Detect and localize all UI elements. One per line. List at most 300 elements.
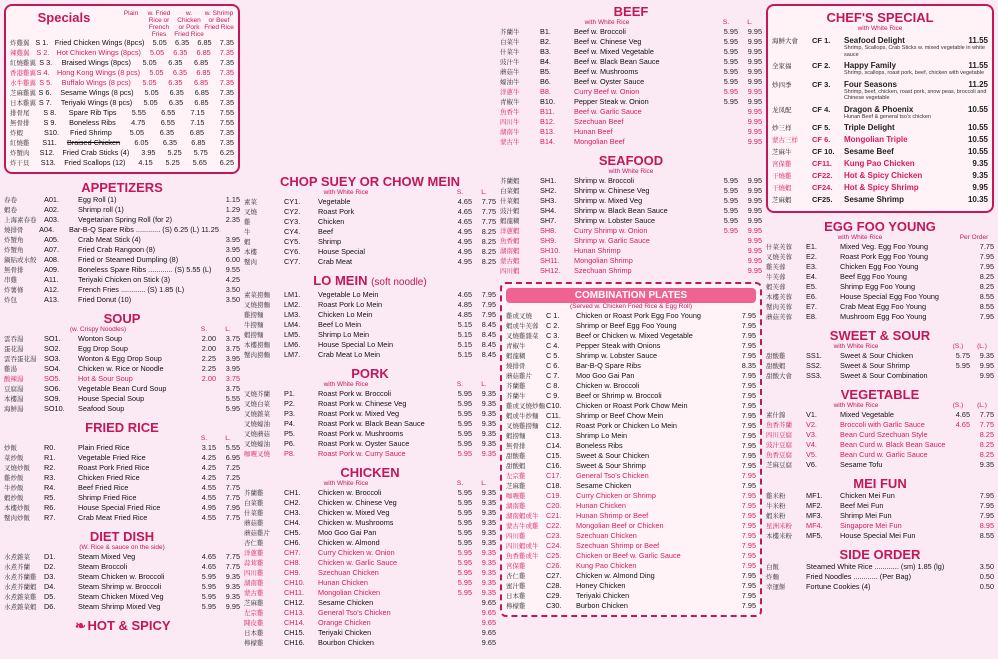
item-price: 5.95	[457, 409, 472, 418]
item-name: Pepper Steak w. Onion	[574, 97, 649, 106]
menu-item-row	[500, 186, 762, 196]
item-price: 4.65	[955, 420, 970, 429]
item-price: 8.25	[481, 237, 496, 246]
sweet-sour-list	[766, 351, 994, 381]
chinese-name: 芥蘭牛	[500, 28, 520, 36]
chef-special-item	[772, 105, 988, 121]
menu-column-2	[244, 4, 496, 648]
chef-special-item	[772, 147, 988, 156]
item-code: A07.	[44, 245, 60, 254]
item-price: 7.75	[225, 493, 240, 502]
item-code: LM7.	[284, 350, 301, 359]
menu-item-row	[766, 361, 994, 371]
chinese-name: 牛芙蓉	[766, 273, 786, 281]
item-name: Roast Pork Fried Rice	[78, 463, 150, 472]
item-code: MF5.	[806, 531, 823, 540]
chef-special-title-line	[844, 61, 988, 70]
item-price: 7.75	[979, 410, 994, 419]
chinese-name: 香港雞翼	[10, 69, 36, 77]
item-price: 4.95	[201, 503, 216, 512]
menu-item-row	[506, 451, 756, 461]
item-name: Roast Pork Egg Foo Young	[840, 252, 929, 261]
item-name: Fried Donut (10)	[78, 295, 132, 304]
item-price: 6.25	[219, 148, 235, 157]
item-price: 8.95	[979, 521, 994, 530]
item-price: 3.75	[225, 374, 240, 383]
item-price: 5.95	[723, 37, 738, 46]
menu-item-row	[244, 528, 496, 538]
soup-col-s: S.	[200, 326, 208, 333]
item-price: 7.95	[979, 511, 994, 520]
menu-item-row	[506, 501, 756, 511]
item-code: C 5.	[546, 351, 560, 360]
mei-fun-list	[766, 491, 994, 541]
chinese-name: 叉燒白菜	[244, 400, 270, 408]
item-code: B1.	[540, 27, 551, 36]
menu-item-row	[506, 421, 756, 431]
chinese-name: 水煮雜菜	[4, 553, 30, 561]
chop-suey-title: CHOP SUEY OR CHOW MEIN	[279, 174, 461, 189]
item-code: CH8.	[284, 558, 301, 567]
chinese-name: 蝦龍糊	[506, 352, 526, 360]
item-price: 5.95	[457, 498, 472, 507]
item-code: C13.	[546, 431, 562, 440]
chinese-name: 辣雞翼	[10, 49, 30, 57]
menu-item-row	[766, 450, 994, 460]
soup-title: SOUP	[103, 311, 141, 326]
item-price: 5.95	[457, 419, 472, 428]
item-price: 9.95	[747, 137, 762, 146]
menu-item-row	[500, 57, 762, 67]
chinese-name: 魚香芥蘭	[766, 421, 792, 429]
item-code: S 6.	[38, 88, 52, 97]
item-price: 9.35	[481, 449, 496, 458]
diet-dish-title: DIET DISH	[89, 529, 155, 544]
item-code: CH2.	[284, 498, 301, 507]
chinese-name: 本樓炒飯	[4, 504, 30, 512]
item-price: 5.95	[723, 216, 738, 225]
item-code: P5.	[284, 429, 295, 438]
menu-item-row	[500, 176, 762, 186]
item-name: Curry Beef w. Onion	[574, 87, 640, 96]
chinese-name: 水煮雜菜蝦	[4, 603, 37, 611]
item-price: 7.75	[225, 562, 240, 571]
item-price: 8.45	[481, 320, 496, 329]
hot-spicy-title	[4, 618, 240, 633]
chinese-name: 豉汁牛	[500, 58, 520, 66]
item-code: S 9.	[43, 118, 57, 127]
item-code: CF 4.	[812, 104, 831, 114]
chinese-name: 白飯	[766, 563, 779, 571]
item-name: Bean Curd w. Black Bean Sauce	[840, 440, 946, 449]
item-name: Chicken or Roast Pork Chow Mein	[576, 401, 688, 410]
item-name: Hot & Spicy Shrimp	[844, 183, 919, 192]
chicken-list	[244, 488, 496, 648]
item-name: Sweet & Sour Chicken	[840, 351, 914, 360]
chinese-name: 蟹肉炒飯	[4, 514, 30, 522]
item-price: 6.85	[189, 128, 204, 137]
item-price: 7.95	[741, 341, 756, 350]
item-price: 3.95	[141, 148, 156, 157]
menu-item-row	[10, 58, 234, 68]
chinese-name: 蜜汁雞	[506, 582, 526, 590]
item-name: Hunan Shrimp	[574, 246, 621, 255]
item-name: Beef w. Mushrooms	[574, 67, 639, 76]
menu-item-row	[506, 401, 756, 411]
chinese-name: 海鮮大會	[772, 37, 798, 45]
chinese-name: 紅燒雞翼	[10, 59, 36, 67]
side-order-list	[766, 562, 994, 592]
chinese-name: 炸包	[4, 296, 17, 304]
item-price: 5.95	[723, 97, 738, 106]
item-code: SH12.	[540, 266, 561, 275]
item-code: SS3.	[806, 371, 822, 380]
chinese-name: 牛米粉	[766, 502, 786, 510]
chinese-name: 蘑菇雞片	[244, 529, 270, 537]
item-name: House Special Lo Mein	[318, 340, 394, 349]
chinese-name: 蒜茸雞	[244, 559, 264, 567]
item-price: 9.95	[747, 27, 762, 36]
menu-item-row	[4, 513, 240, 523]
item-code: S 3.	[39, 58, 53, 67]
item-code: C15.	[546, 451, 562, 460]
item-name: Happy Family	[844, 61, 897, 70]
chinese-name: 四川雞	[506, 532, 526, 540]
item-code: C16.	[546, 461, 562, 470]
item-price: 9.65	[481, 618, 496, 627]
item-price: 9.35	[481, 548, 496, 557]
item-code: CF 3.	[812, 79, 831, 89]
item-code: CH15.	[284, 628, 305, 637]
menu-item-row	[244, 237, 496, 247]
chinese-name: 蟹肉芙蓉	[766, 303, 792, 311]
vegetable-subtitle: with White Rice	[833, 402, 879, 409]
item-name: Roast Pork Lo Mein	[318, 300, 383, 309]
menu-item-row	[244, 638, 496, 648]
item-name: Chicken w. Broccoli	[318, 488, 382, 497]
item-price: 5.95	[723, 57, 738, 66]
item-price: 5.25	[165, 158, 180, 167]
item-price: 9.95	[747, 266, 762, 275]
item-price: 9.95	[747, 226, 762, 235]
item-price: 5.95	[723, 47, 738, 56]
chinese-name: 炒三样	[772, 124, 792, 132]
item-price: 4.65	[457, 197, 472, 206]
menu-item-row	[244, 290, 496, 300]
item-name: Fried Crab Rangoon (8)	[78, 245, 156, 254]
item-price: 5.95	[723, 226, 738, 235]
chinese-name: 紅燒雞	[10, 139, 30, 147]
beef-subtitle: with White Rice	[584, 19, 630, 26]
item-name: Shrimp w. Black Bean Sauce	[574, 206, 668, 215]
item-code: S 2.	[36, 48, 50, 57]
chef-special-item	[772, 159, 988, 168]
menu-item-row	[506, 371, 756, 381]
menu-item-row	[4, 404, 240, 414]
item-code: A12.	[44, 285, 60, 294]
menu-item-row	[766, 292, 994, 302]
menu-item-row	[506, 561, 756, 571]
item-price: 5.95	[201, 572, 216, 581]
item-name: Roast Pork w. Curry Sauce	[318, 449, 406, 458]
item-price: 5.95	[723, 77, 738, 86]
item-code: C 1.	[546, 311, 560, 320]
chinese-name: 炒飯	[4, 444, 17, 452]
item-name: Shrimp w. Lobster Sauce	[576, 351, 658, 360]
item-price: 4.65	[201, 552, 216, 561]
chinese-name: 叉燒蘑菇	[244, 430, 270, 438]
chinese-name: 雞炒飯	[4, 474, 24, 482]
chinese-name: 蟹肉撈麵	[244, 351, 270, 359]
seafood-title: SEAFOOD	[598, 153, 664, 168]
menu-item-row	[10, 78, 234, 88]
item-code: CH1.	[284, 488, 301, 497]
item-price: 5.95	[723, 27, 738, 36]
item-price: 6.85	[196, 48, 211, 57]
chinese-name: 叉燒蠔油	[244, 440, 270, 448]
menu-item-row	[10, 98, 234, 108]
menu-item-row	[500, 216, 762, 226]
menu-item-row	[506, 361, 756, 371]
soup-col-l: L.	[225, 326, 231, 333]
chinese-name: 日本雞	[506, 592, 526, 600]
item-name: Crab Meat Stick (4)	[78, 235, 141, 244]
chinese-name: 無骨排	[506, 442, 526, 450]
item-name: Beef w. Oyster Sauce	[574, 77, 645, 86]
menu-item-row	[244, 330, 496, 340]
item-name: Fried Shrimp	[70, 128, 112, 137]
item-code: S 4.	[36, 68, 50, 77]
item-code: CF 2.	[812, 61, 831, 70]
item-code: D2.	[44, 562, 56, 571]
item-price: 5.95	[457, 488, 472, 497]
chef-special-body	[844, 61, 988, 77]
item-price	[448, 598, 472, 608]
chef-special-title-line	[844, 135, 988, 144]
chinese-name: 芥蘭蝦	[500, 177, 520, 185]
item-name: Vegetable Fried Rice	[78, 453, 146, 462]
item-price: 8.25	[979, 272, 994, 281]
chef-special-item	[772, 171, 988, 180]
item-name: Beef w. Broccoli	[574, 27, 626, 36]
item-code: C17.	[546, 471, 562, 480]
menu-item-row	[500, 226, 762, 236]
item-code: B6.	[540, 77, 551, 86]
item-name: Shrimp w. Garlic Sauce	[574, 236, 650, 245]
item-name: Roast Pork	[318, 207, 355, 216]
item-name: Bar-B-Q Spare Ribs	[576, 361, 641, 370]
item-price: 4.65	[457, 290, 472, 299]
chinese-name: 蒙古雞	[244, 589, 264, 597]
item-code: A09.	[44, 265, 60, 274]
combination-plates-title: COMBINATION PLATES	[506, 288, 756, 303]
chinese-name: 什菜雞	[244, 509, 264, 517]
item-name: Shrimp w. Lobster Sauce	[574, 216, 656, 225]
menu-item-row	[4, 364, 240, 374]
item-code: B10.	[540, 97, 556, 106]
item-price: 7.95	[741, 601, 756, 610]
item-name: Plain Fried Rice	[78, 443, 130, 452]
item-code: CF 6.	[812, 135, 831, 144]
menu-column-3	[500, 4, 762, 617]
chinese-name: 水煮芥蘭雞	[4, 573, 37, 581]
item-price: 7.95	[741, 551, 756, 560]
item-price: 11.55	[968, 61, 988, 70]
specials-list	[10, 38, 234, 168]
item-price: 0.50	[979, 582, 994, 591]
chinese-name: 雞芙蓉	[766, 263, 786, 271]
chinese-name: 蘑菇雞片	[506, 372, 532, 380]
item-price: 9.95	[747, 127, 762, 136]
chinese-name: 杏仁雞	[244, 539, 264, 547]
menu-item-row	[500, 77, 762, 87]
soup-subtitle: (w. Crispy Noodles)	[69, 326, 127, 333]
item-price: 8.45	[481, 350, 496, 359]
chinese-name: 雞湯	[4, 365, 17, 373]
item-price: 1.15	[225, 195, 240, 204]
chinese-name: 叉燒蠔油	[244, 420, 270, 428]
menu-item-row	[4, 285, 240, 295]
item-code: CY4.	[284, 227, 301, 236]
item-code: S13.	[40, 158, 56, 167]
item-code: B5.	[540, 67, 551, 76]
item-name: Honey Chicken	[576, 581, 626, 590]
item-code: SH10.	[540, 246, 561, 255]
menu-item-row	[10, 88, 234, 98]
menu-item-row	[4, 473, 240, 483]
item-name: Curry Shrimp w. Onion	[574, 226, 648, 235]
chinese-name: 全家福	[772, 62, 792, 70]
chef-special-title-line	[844, 183, 988, 192]
item-code: A11.	[44, 275, 59, 284]
menu-item-row	[4, 265, 240, 275]
item-price: 4.95	[457, 237, 472, 246]
item-price: 9.35	[972, 159, 988, 168]
item-price: 7.95	[741, 311, 756, 320]
item-price: 7.95	[741, 541, 756, 550]
item-code: LM3.	[284, 310, 301, 319]
item-code: R0.	[44, 443, 56, 452]
menu-item-row	[4, 493, 240, 503]
item-code: LM1.	[284, 290, 301, 299]
item-price: 7.35	[219, 88, 234, 97]
item-name: Sweet & Sour Chicken	[576, 451, 650, 460]
item-name: Vegetable	[318, 197, 351, 206]
menu-item-row	[766, 242, 994, 252]
item-code: CY7.	[284, 257, 301, 266]
item-price	[714, 246, 738, 256]
chefs-special-title: CHEF'S SPECIAL	[826, 10, 934, 25]
menu-item-row	[4, 602, 240, 612]
chop-suey-col-l: L.	[481, 189, 487, 196]
menu-item-row	[4, 384, 240, 394]
item-price: 8.35	[741, 361, 756, 370]
item-name: Boneless Spare Ribs ............ (S) 5.55 (L)	[78, 265, 212, 274]
item-name: Moo Goo Gai Pan	[318, 528, 377, 537]
menu-item-row	[10, 38, 234, 48]
item-price: 3.75	[225, 344, 240, 353]
item-name: Beef or Shrimp w. Broccoli	[576, 391, 662, 400]
item-price: 7.35	[219, 58, 235, 67]
menu-item-row	[500, 266, 762, 276]
chinese-name: 蠔油牛	[500, 78, 520, 86]
item-price: 5.55	[225, 443, 240, 452]
item-code: C 6.	[546, 361, 560, 370]
item-name: Steam Shrimp Mixed Veg	[78, 602, 161, 611]
chef-special-body	[844, 36, 988, 58]
chef-special-title-line	[844, 159, 988, 168]
chinese-name: 什菜牛	[500, 48, 520, 56]
item-price: 9.95	[747, 117, 762, 126]
item-code: C 7.	[546, 371, 560, 380]
item-code: D1.	[44, 552, 56, 561]
chinese-name: 炸麵	[766, 573, 779, 581]
vegetable-col-l: (L.)	[977, 402, 987, 409]
chinese-name: 春卷	[4, 196, 17, 204]
item-price: 4.95	[457, 257, 472, 266]
item-price: 9.35	[225, 592, 240, 601]
item-price: 5.05	[149, 68, 164, 77]
menu-item-row	[4, 552, 240, 562]
item-name: Sweet & Sour Shrimp	[576, 461, 646, 470]
chinese-name: 無骨排	[4, 266, 24, 274]
menu-item-row	[500, 127, 762, 137]
item-code: C29.	[546, 591, 562, 600]
chef-special-item	[772, 135, 988, 144]
chinese-name: 青椒牛	[506, 342, 526, 350]
item-price	[192, 404, 216, 414]
sweet-sour-title: SWEET & SOUR	[829, 328, 931, 343]
item-code: SH9.	[540, 236, 557, 245]
chinese-name: 蒙古牛	[500, 138, 520, 146]
menu-item-row	[500, 117, 762, 127]
item-price: 4.25	[225, 275, 240, 284]
item-price: 7.95	[741, 501, 756, 510]
item-price: 9.95	[972, 183, 988, 192]
item-price: 5.55	[131, 108, 146, 117]
item-name: Mongolian Beef or Chicken	[576, 521, 664, 530]
item-name: Buffalo Wings (8 pcs)	[61, 78, 131, 87]
chinese-name: 蝦或牛炒麵	[506, 412, 539, 420]
menu-item-row	[506, 331, 756, 341]
item-price: 7.95	[741, 581, 756, 590]
menu-item-row	[10, 68, 234, 78]
menu-item-row	[4, 344, 240, 354]
menu-item-row	[766, 491, 994, 501]
item-name: Hong Kong Wings (8 pcs)	[56, 68, 141, 77]
item-code: P2.	[284, 399, 295, 408]
menu-item-row	[766, 252, 994, 262]
menu-item-row	[10, 148, 234, 158]
item-price: 6.35	[168, 78, 183, 87]
item-price: 9.35	[481, 588, 496, 597]
item-code: LM6.	[284, 340, 301, 349]
item-name: Vegetarian Spring Roll (for 2)	[78, 215, 173, 224]
menu-item-row	[766, 351, 994, 361]
item-price: 4.85	[457, 300, 472, 309]
menu-item-row	[10, 48, 234, 58]
item-name: Shrimp or Beef Egg Foo Young	[576, 321, 677, 330]
fried-rice-title: FRIED RICE	[85, 420, 159, 435]
chinese-name: 雞或叉燒炒麵	[506, 402, 545, 410]
item-name: Sesame Shrimp	[844, 195, 905, 204]
item-name: Hunan Shrimp or Beef	[576, 511, 649, 520]
item-name: Beef w. Chinese Veg	[574, 37, 642, 46]
item-code: R4.	[44, 483, 56, 492]
seafood-subtitle: with White Rice	[608, 168, 654, 175]
item-code: CF 5.	[812, 123, 831, 132]
menu-item-row	[244, 498, 496, 508]
